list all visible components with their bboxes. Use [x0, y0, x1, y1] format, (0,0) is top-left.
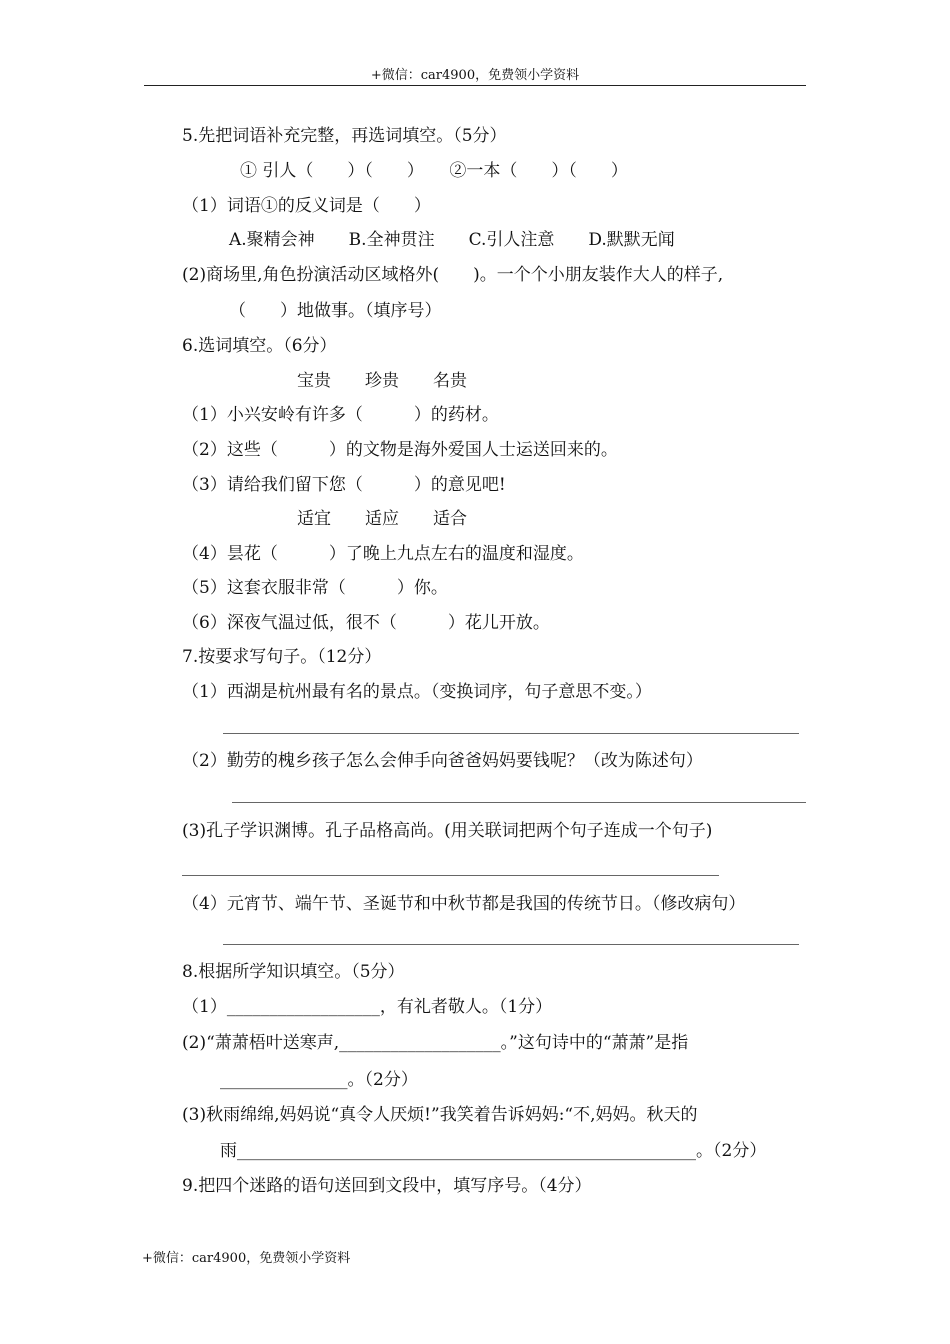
q6-item-3: （3）请给我们留下您（ ）的意见吧!	[182, 475, 506, 495]
q8-item-2: (2)“萧萧梧叶送寒声,___________________。”这句诗中的“萧萧”是指	[182, 1033, 689, 1053]
q5-title: 5.先把词语补充完整，再选词填空。（5分）	[182, 126, 507, 146]
q6-wordbank-1: 宝贵 珍贵 名贵	[297, 371, 467, 391]
q7-item-2: （2）勤劳的槐乡孩子怎么会伸手向爸爸妈妈要钱呢？（改为陈述句）	[182, 751, 703, 771]
q7-answer-line-3[interactable]	[182, 875, 719, 876]
q8-title: 8.根据所学知识填空。（5分）	[182, 962, 405, 982]
q6-title: 6.选词填空。（6分）	[182, 336, 337, 356]
q8-item-3: (3)秋雨绵绵,妈妈说“真令人厌烦!”我笑着告诉妈妈:“不,妈妈。秋天的	[182, 1105, 698, 1125]
q8-item-2-cont: _______________。（2分）	[220, 1070, 418, 1090]
q5-words: ① 引人（ ）（ ） ②一本（ ）（ ）	[240, 161, 628, 181]
q6-item-5: （5）这套衣服非常（ ）你。	[182, 578, 448, 598]
page-header: +微信：car4900，免费领小学资料	[370, 68, 580, 83]
q7-answer-line-2[interactable]	[232, 802, 806, 803]
q7-item-3: (3)孔子学识渊博。孔子品格高尚。(用关联词把两个句子连成一个句子)	[182, 821, 713, 841]
q7-answer-line-4[interactable]	[223, 944, 799, 945]
q6-item-2: （2）这些（ ）的文物是海外爱国人士运送回来的。	[182, 440, 618, 460]
q6-item-6: （6）深夜气温过低，很不（ ）花儿开放。	[182, 613, 550, 633]
q8-item-3-cont: 雨______________________________________________________。（2分）	[220, 1141, 767, 1161]
q6-wordbank-2: 适宜 适应 适合	[297, 509, 467, 529]
q5-options: A.聚精会神 B.全神贯注 C.引人注意 D.默默无闻	[229, 230, 675, 250]
q6-item-1: （1）小兴安岭有许多（ ）的药材。	[182, 405, 499, 425]
q9-title: 9.把四个迷路的语句送回到文段中，填写序号。（4分）	[182, 1176, 592, 1196]
q7-item-1: （1）西湖是杭州最有名的景点。（变换词序，句子意思不变。）	[182, 682, 652, 702]
q6-item-4: （4）昙花（ ）了晚上九点左右的温度和湿度。	[182, 544, 584, 564]
q5-sub2-cont: （ ）地做事。（填序号）	[229, 301, 442, 321]
q7-answer-line-1[interactable]	[223, 733, 799, 734]
q8-item-1: （1）__________________，有礼者敬人。（1分）	[182, 997, 553, 1017]
page-footer: +微信：car4900，免费领小学资料	[142, 1251, 351, 1266]
header-divider	[144, 85, 806, 86]
q5-sub1: （1）词语①的反义词是（ ）	[182, 196, 431, 216]
q5-sub2: (2)商场里,角色扮演活动区域格外( )。一个个小朋友装作大人的样子,	[182, 265, 724, 285]
q7-title: 7.按要求写句子。（12分）	[182, 647, 382, 667]
q7-item-4: （4）元宵节、端午节、圣诞节和中秋节都是我国的传统节日。（修改病句）	[182, 894, 746, 914]
